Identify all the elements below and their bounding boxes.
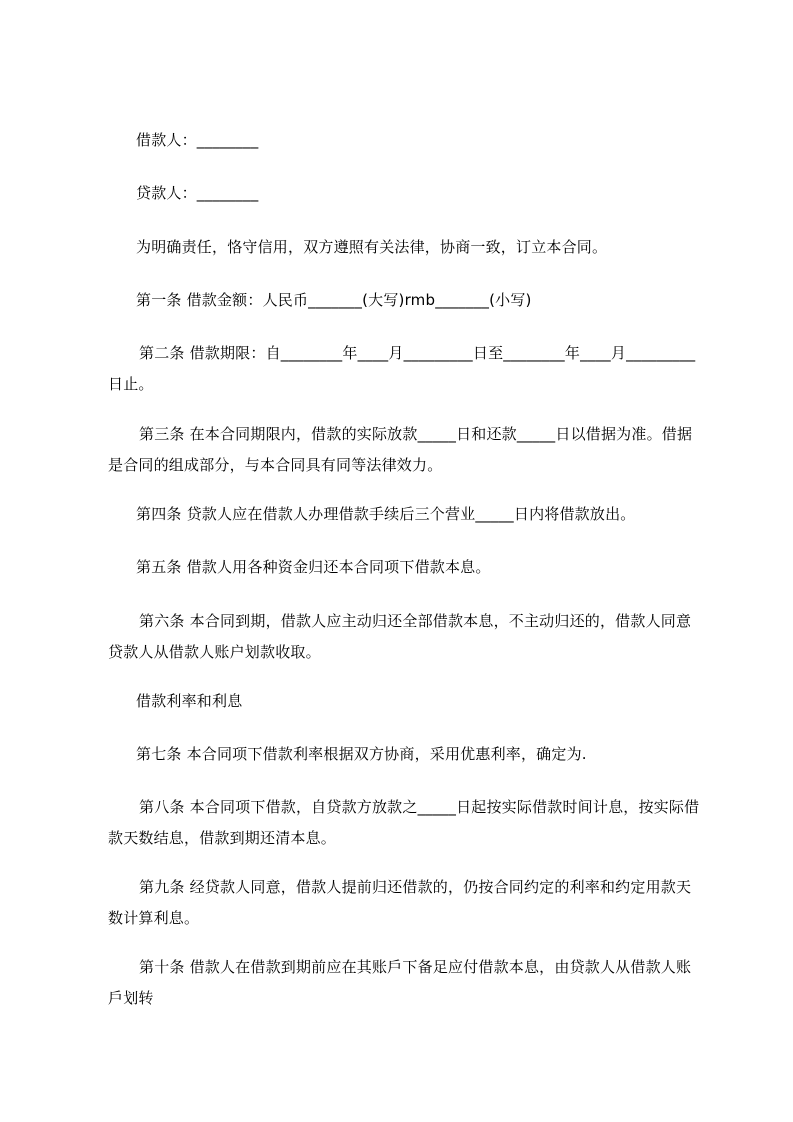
section-heading-interest: 借款利率和利息 (136, 692, 243, 710)
article-2-loan-term: 第二条 借款期限：自________年____月_________日至________年____月_________日止。 (108, 344, 696, 393)
preamble: 为明确责任，恪守信用，双方遵照有关法律，协商一致，订立本合同。 (136, 238, 608, 256)
article-9-early-repayment: 第九条 经贷款人同意，借款人提前归还借款的，仍按合同约定的利率和约定用款天数计算利息。 (108, 878, 692, 927)
article-1-loan-amount: 第一条 借款金额：人民币_______(大写)rmb_______(小写) (136, 291, 532, 309)
borrower-line: 借款人：________ (136, 131, 259, 149)
article-5-repayment-funds: 第五条 借款人用各种资金归还本合同项下借款本息。 (136, 558, 491, 576)
article-3-disbursement: 第三条 在本合同期限内，借款的实际放款_____日和还款_____日以借据为准。借据是合同的组成部分，与本合同具有同等法律效力。 (108, 425, 693, 474)
article-7-interest-rate: 第七条 本合同项下借款利率根据双方协商，采用优惠利率，确定为. (136, 745, 587, 763)
article-8-interest-calc: 第八条 本合同项下借款，自贷款方放款之_____日起按实际借款时间计息，按实际借款天数结息，借款到期还清本息。 (108, 798, 700, 847)
lender-line: 贷款人：________ (136, 184, 259, 202)
article-10-account-transfer: 第十条 借款人在借款到期前应在其账戶下备足应付借款本息，由贷款人从借款人账戶划转 (108, 958, 692, 1007)
article-4-release: 第四条 贷款人应在借款人办理借款手续后三个营业_____日内将借款放出。 (136, 505, 636, 523)
article-6-maturity: 第六条 本合同到期，借款人应主动归还全部借款本息，不主动归还的，借款人同意贷款人从借款人账户划款收取。 (108, 612, 692, 661)
